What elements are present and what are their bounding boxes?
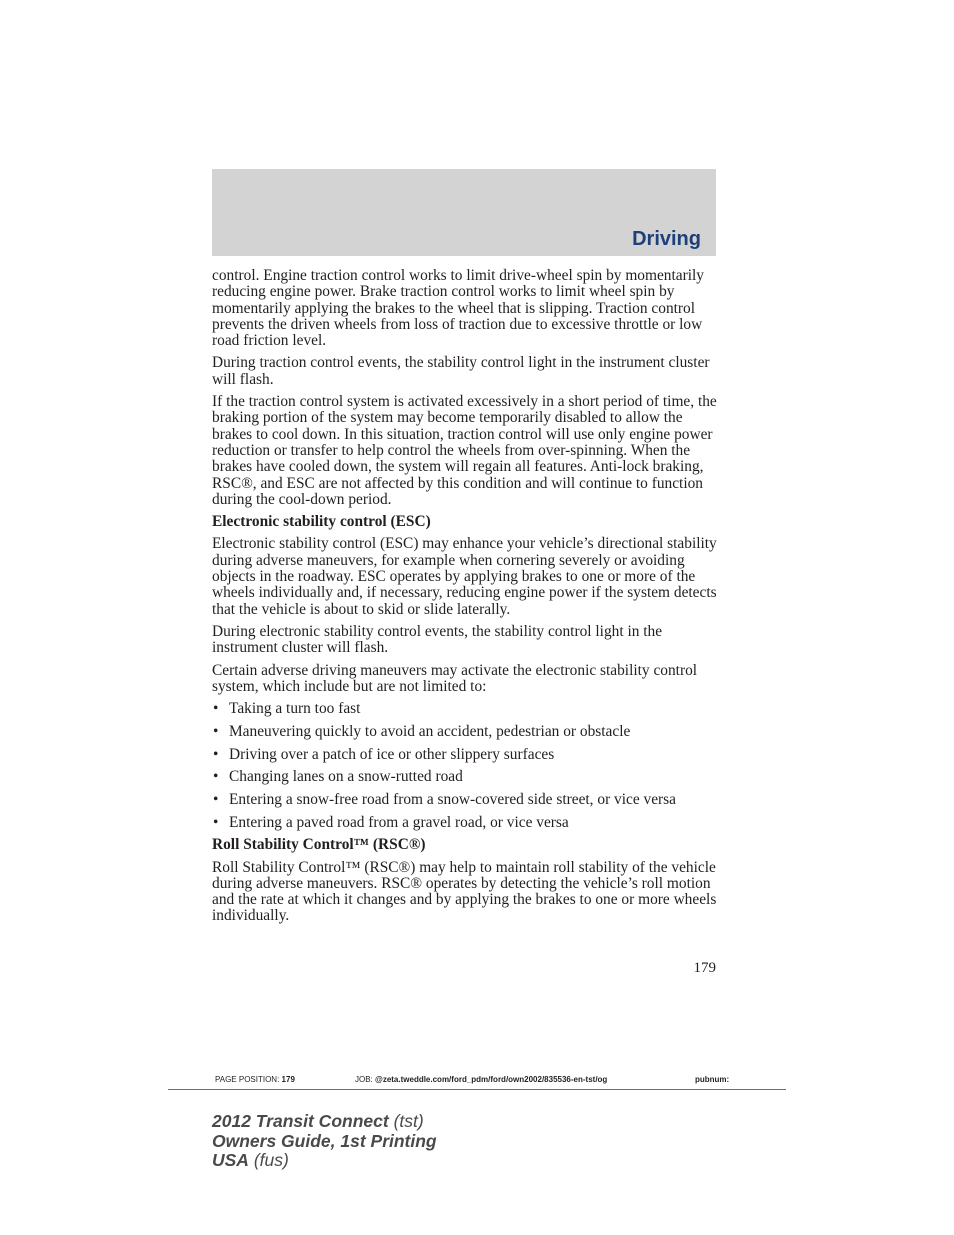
paragraph: During electronic stability control events, the stability control light in the instrument cluster will flash. [212, 622, 663, 657]
page-position-value: 179 [281, 1075, 295, 1084]
list-item-text: Taking a turn too fast [229, 700, 361, 718]
footer-divider [168, 1089, 786, 1090]
subheading-esc: Electronic stability control (ESC) [212, 513, 431, 531]
subheading-rsc: Roll Stability Control™ (RSC®) [212, 836, 426, 854]
list-item [212, 724, 718, 740]
job-label: JOB: [355, 1075, 373, 1084]
job-value: @zeta.tweddle.com/ford_pdm/ford/own2002/835536-en-tst/og [375, 1075, 608, 1084]
list-item [212, 701, 718, 717]
paragraph: control. Engine traction control works to limit drive-wheel spin by momentarily reducing engine power. Brake traction control works to limit wheel spin by momentarily applying the brakes to the wheel that is slipping. Traction control prevents the driven wheels from loss of traction due to excessive throttle or low road friction level. [212, 267, 704, 350]
list-item [212, 769, 718, 785]
paragraph: If the traction control system is activated excessively in a short period of time, the braking portion of the system may become temporarily disabled to allow the brakes to cool down. In this situation, traction control will use only engine power reduction or transfer to help control the wheels from over-spinning. When the brakes have cooled down, the system will regain all features. Anti-lock braking, RSC®, and ESC are not affected by this condition and will continue to function during the cool-down period. [212, 393, 717, 508]
list-item [212, 792, 718, 808]
bullet-icon: • [213, 790, 219, 808]
pubnum-label: pubnum: [695, 1075, 730, 1084]
section-title: Driving [632, 228, 701, 250]
section-header-band [212, 169, 716, 256]
list-item-text: Driving over a patch of ice or other slippery surfaces [229, 745, 555, 763]
edition-line-2: Owners Guide, 1st Printing [212, 1130, 437, 1151]
market-code: (fus) [253, 1150, 289, 1170]
page-body [212, 268, 718, 931]
market-name: USA [212, 1150, 249, 1170]
bullet-icon: • [213, 813, 219, 831]
paragraph: Roll Stability Control™ (RSC®) may help to maintain roll stability of the vehicle during adverse maneuvers. RSC® operates by detecting the vehicle’s roll motion and the rate at which it changes and by applying the brakes to one or more wheels individually. [212, 858, 717, 925]
edition-line-3 [212, 1151, 437, 1171]
edition-info [212, 1112, 437, 1171]
paragraph: Electronic stability control (ESC) may enhance your vehicle’s directional stability during adverse maneuvers, for example when cornering severely or avoiding objects in the roadway. ESC operates by applying brakes to one or more of the wheels individually and, if necessary, reducing engine power if the system detects that the vehicle is about to skid or slide laterally. [212, 535, 717, 618]
model-code: (tst) [393, 1111, 424, 1131]
bullet-icon: • [213, 700, 219, 718]
list-item-text: Maneuvering quickly to avoid an accident, pedestrian or obstacle [229, 722, 631, 740]
bullet-icon: • [213, 722, 219, 740]
list-item-text: Changing lanes on a snow-rutted road [229, 768, 463, 786]
page-number: 179 [693, 960, 716, 976]
bullet-icon: • [213, 768, 219, 786]
paragraph: Certain adverse driving maneuvers may activate the electronic stability control system, which include but are not limited to: [212, 661, 698, 695]
page-position-label: PAGE POSITION: [215, 1075, 280, 1084]
bullet-icon: • [213, 745, 219, 763]
model-name: 2012 Transit Connect [212, 1111, 389, 1131]
paragraph: During traction control events, the stability control light in the instrument cluster will flash. [212, 354, 710, 388]
list-item-text: Entering a snow-free road from a snow-covered side street, or vice versa [229, 790, 676, 808]
list-item-text: Entering a paved road from a gravel road, or vice versa [229, 813, 569, 831]
edition-line-1 [212, 1112, 437, 1132]
maneuver-list [212, 701, 718, 831]
list-item [212, 747, 718, 763]
list-item [212, 815, 718, 831]
